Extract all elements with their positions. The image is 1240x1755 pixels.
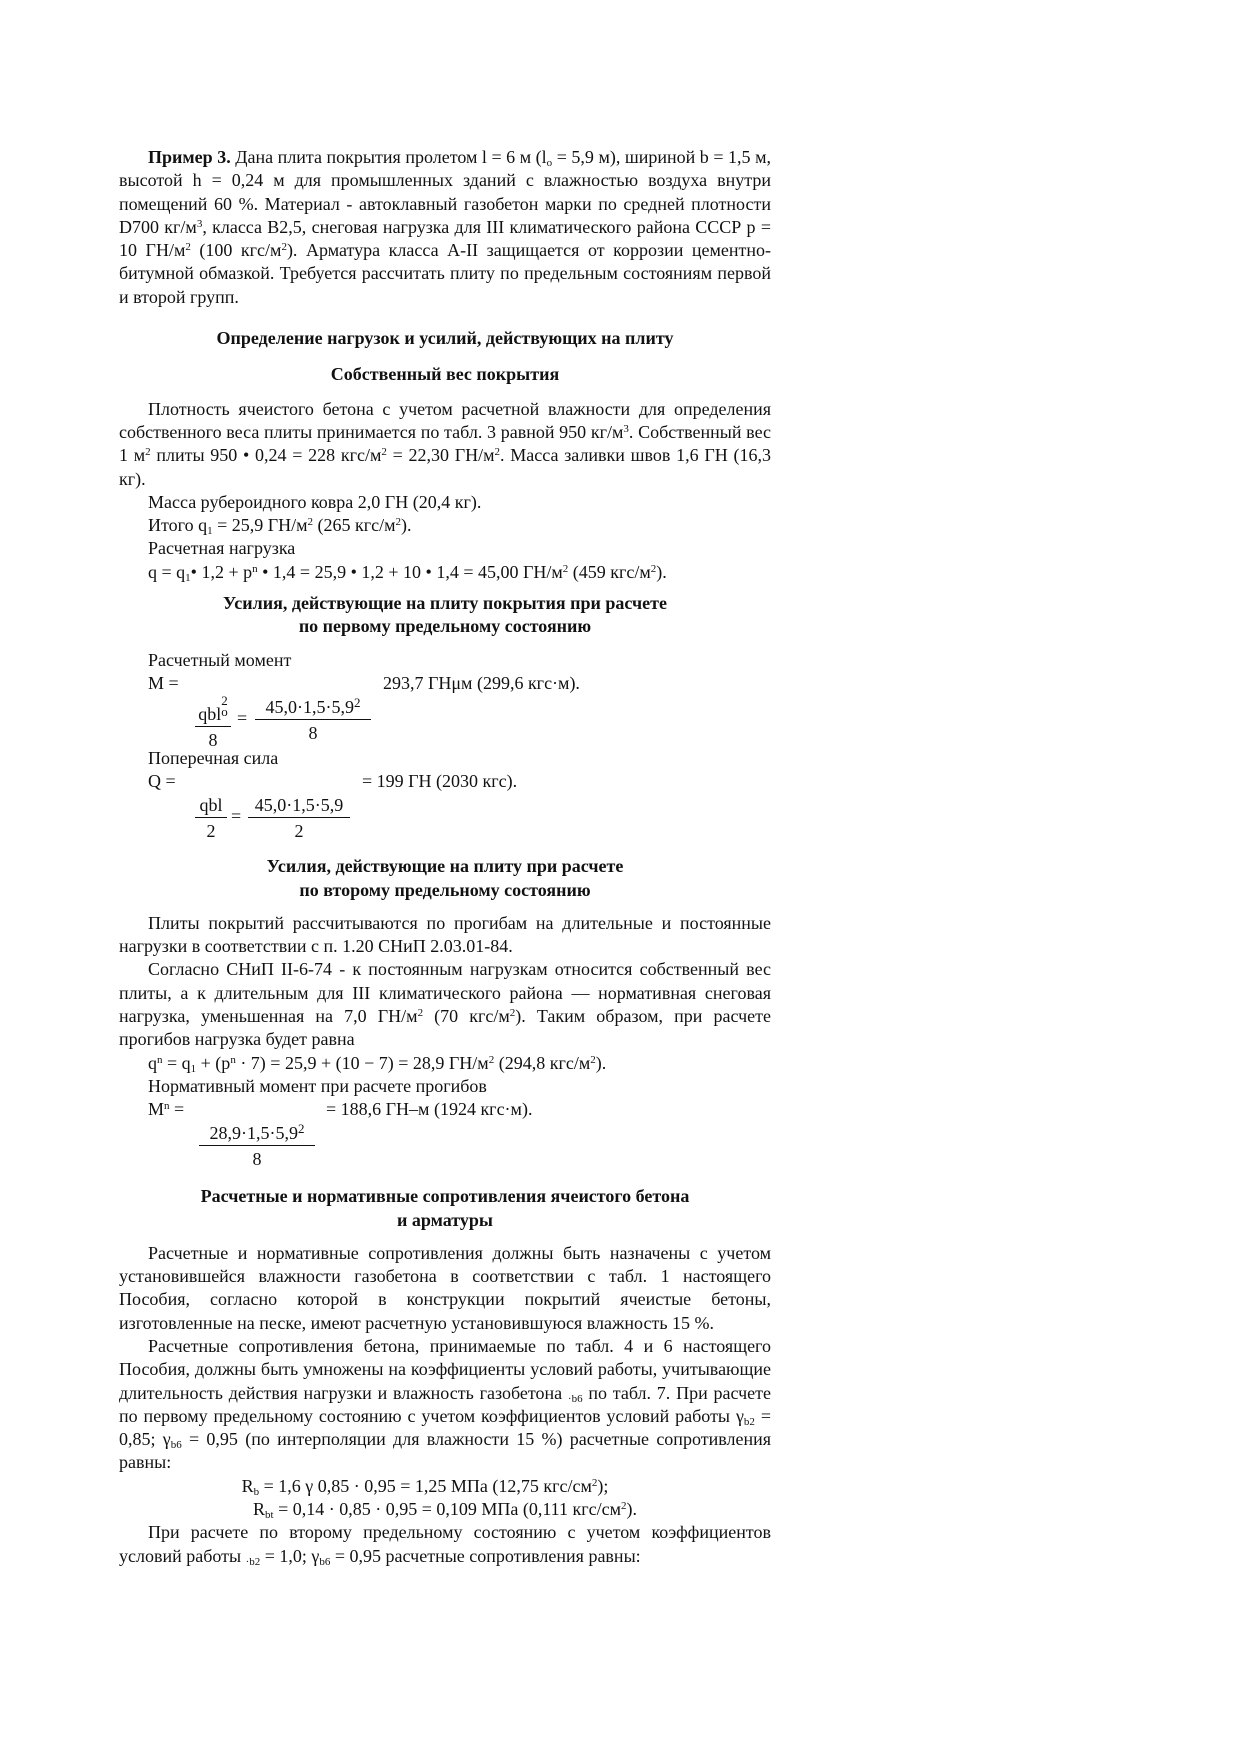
second-state-paragraph	[119, 1521, 771, 1568]
text-run: qbl	[198, 703, 222, 724]
superscript: 2	[590, 1053, 596, 1066]
fraction-numerator	[255, 695, 371, 720]
text-run: 45,0·1,5·5,9	[265, 696, 354, 717]
superscript: 2	[145, 446, 151, 459]
text-run: . Собственный вес 1 м	[119, 421, 771, 466]
moment-frac2	[255, 695, 371, 746]
text-run: R	[241, 1475, 254, 1496]
moment-result: 293,7 ГНμм (299,6 кгс·м).	[383, 672, 580, 693]
text-run: • 1,2 + p	[190, 561, 253, 582]
mn-result: = 188,6 ГН–м (1924 кгс·м).	[326, 1099, 533, 1120]
qn-formula	[119, 1052, 771, 1075]
shear-line	[119, 770, 771, 793]
subscript: bt	[265, 1509, 274, 1522]
subscript: 1	[207, 525, 213, 538]
fraction-denominator: 8	[252, 1149, 262, 1170]
design-load-label: Расчетная нагрузка	[148, 538, 296, 559]
text-run: Итого q	[148, 515, 208, 536]
ruberoid-line: Масса рубероидного ковра 2,0 ГН (20,4 кг).	[148, 491, 482, 512]
text-run: ).	[401, 515, 412, 536]
text-run: (294,8 кгс/м	[494, 1052, 591, 1073]
text-run: = 22,30 ГН/м	[386, 445, 495, 466]
text-run: Дана плита покрытия пролетом l = 6 м (l	[230, 147, 547, 167]
superscript: 2	[307, 516, 314, 529]
shear-result: = 199 ГН (2030 кгс).	[362, 771, 518, 792]
shear-label: Поперечная сила	[148, 747, 279, 768]
text-run: q	[148, 1052, 157, 1073]
superscript: 2	[395, 516, 402, 529]
fraction-denominator: 2	[294, 821, 304, 842]
superscript: 2	[185, 241, 191, 254]
shear-lhs: Q =	[148, 771, 176, 792]
superscript: 2	[381, 446, 387, 459]
superscript: 2	[650, 562, 657, 575]
text-run: При расчете по второму предельному состоянию с учетом коэффициентов условий работы	[119, 1522, 771, 1566]
superscript: 2	[298, 1121, 305, 1137]
text-run: ). Арматура класса А-II защищается от коррозии цементно-битумной обмазкой. Требуется рассчитать плиту по предельным состояниям первой и второй групп.	[119, 240, 771, 307]
text-run: = q	[162, 1052, 191, 1073]
superscript: 2	[591, 1476, 598, 1489]
text-run: = 25,9 ГН/м	[212, 515, 308, 536]
text-run: = 5,9 м), шириной b = 1,5 м, высотой h = 0,24 м для промышленных зданий с влажностью воздуха внутри помещений 60 %. Материал - автоклавный газобетон марки по средней плотности D700 кг/м	[119, 147, 771, 237]
text-run: (265 кгс/м	[313, 515, 396, 536]
mn-lhs	[148, 1098, 184, 1121]
norm-moment-label: Нормативный момент при расчете прогибов	[148, 1075, 487, 1096]
superscript: 3	[196, 217, 203, 230]
heading-line: Усилия, действующие на плиту покрытия при расчете	[223, 593, 667, 614]
fraction-numerator	[199, 1121, 315, 1146]
subscript: o	[221, 703, 228, 719]
text-run: M	[148, 1099, 165, 1120]
text-run: Согласно СНиП II-6-74 - к постоянным нагрузкам относится собственный вес плиты, а к длительным для III климатического района — нормативная снеговая нагрузка, уменьшенная на 7,0 ГН/м	[119, 959, 771, 1027]
superscript: n	[230, 1053, 236, 1066]
text-run: ).	[626, 1499, 638, 1520]
subscript: b6	[170, 1439, 182, 1452]
text-run: = 0,85; γ	[119, 1405, 771, 1450]
text-run: ).	[656, 561, 667, 582]
moment-line	[119, 672, 771, 695]
text-run: = 0,95 расчетные сопротивления равны:	[330, 1545, 641, 1566]
superscript: 2	[221, 692, 228, 708]
moment-label: Расчетный момент	[148, 649, 292, 670]
text-run: по табл. 7. При расчете по первому предельному состоянию с учетом коэффициентов условий работы γ	[119, 1382, 771, 1426]
moment-frac1	[195, 692, 231, 753]
text-run: ).	[595, 1052, 607, 1073]
coefficients-paragraph	[119, 1335, 771, 1475]
heading-line: Усилия, действующие на плиту при расчете	[266, 856, 624, 877]
superscript: 2	[562, 562, 569, 575]
text-run: Плотность ячеистого бетона с учетом расчетной влажности для определения собственного веса плиты принимается по табл. 3 равной 950 кг/м	[119, 398, 771, 442]
text-run: + (p	[196, 1052, 231, 1073]
section1-heading: Определение нагрузок и усилий, действующих на плиту	[216, 328, 674, 349]
fraction-numerator: 45,0·1,5·5,9	[248, 793, 350, 818]
section1-subheading: Собственный вес покрытия	[330, 364, 560, 385]
text-run: плиты 950 • 0,24 = 228 кгс/м	[150, 445, 382, 466]
text-run: R	[252, 1499, 265, 1520]
heading-line: по первому предельному состоянию	[298, 616, 592, 637]
text-run: = 1,6 γ 0,85 · 0,95 = 1,25 МПа (12,75 кгс/см	[259, 1475, 592, 1496]
text-run: = 1,0; γ	[260, 1545, 320, 1566]
text-run: (459 кгс/м	[568, 561, 651, 582]
design-load-formula	[119, 561, 771, 584]
fraction-numerator	[195, 692, 231, 727]
subscript: b6	[319, 1555, 331, 1568]
text-run: • 1,4 = 25,9 • 1,2 + 10 • 1,4 = 45,00 ГН/м	[257, 561, 563, 582]
shear-frac2	[248, 793, 350, 844]
text-run: (100 кгс/м	[190, 240, 282, 261]
heading-line: по второму предельному состоянию	[299, 879, 591, 900]
fraction-denominator: 8	[308, 722, 318, 743]
superscript: 2	[509, 1007, 516, 1020]
text-run: Расчетные сопротивления бетона, принимаемые по табл. 4 и 6 настоящего Пособия, должны быть умножены на коэффициенты условий работы, учитывающие длительность действия нагрузки и влажность газобетона	[119, 1335, 771, 1403]
shear-fraction-block	[119, 793, 771, 845]
heading-line: и арматуры	[397, 1209, 493, 1230]
text-run: = 0,14 · 0,85 · 0,95 = 0,109 МПа (0,111 кгс/см	[273, 1499, 622, 1520]
shear-frac1	[195, 793, 227, 844]
text-run: =	[169, 1099, 185, 1120]
total-line	[119, 514, 771, 537]
moment-lhs: M =	[148, 672, 179, 693]
superscript: 3	[623, 422, 629, 435]
superscript: 2	[494, 446, 501, 459]
text-run: , класса В2,5, снеговая нагрузка для III климатического района СССР р = 10 ГН/м	[119, 216, 771, 261]
mn-line	[119, 1098, 771, 1121]
example-lead: Пример 3.	[148, 147, 231, 167]
subscript: ·b6	[567, 1392, 583, 1405]
heading-line: Расчетные и нормативные сопротивления ячеистого бетона	[200, 1186, 690, 1207]
superscript: 2	[417, 1007, 424, 1020]
superscript: 2	[354, 694, 361, 710]
superscript: 2	[281, 241, 287, 254]
fraction-numerator: qbl	[195, 793, 227, 818]
text-run: (70 кгс/м	[423, 1006, 510, 1027]
text-run: ). Таким образом, при расчете прогибов нагрузка будет равна	[119, 1006, 771, 1050]
subscript: 1	[190, 1062, 197, 1075]
section2-heading	[119, 592, 771, 639]
text-run: q = q	[148, 561, 186, 582]
resistance-paragraph: Расчетные и нормативные сопротивления должны быть назначены с учетом установившейся влажности газобетона в соответствии с табл. 1 настоящего Пособия, согласно которой в конструкции покрытий ячеистые бетоны, изготовленные на песке, имеют расчетную установившуюся влажность 15 %.	[119, 1242, 771, 1333]
rbt-formula	[119, 1498, 771, 1521]
superscript: n	[252, 562, 258, 575]
section4-heading	[119, 1185, 771, 1232]
document-page	[119, 146, 771, 1568]
subscript: b2	[743, 1415, 755, 1428]
equals-sign: =	[237, 707, 248, 728]
subscript: b	[253, 1485, 260, 1498]
rb-formula	[119, 1475, 771, 1498]
text-run: · 7) = 25,9 + (10 − 7) = 28,9 ГН/м	[235, 1052, 489, 1073]
section3-heading	[119, 855, 771, 902]
mn-frac	[199, 1121, 315, 1172]
superscript: n	[164, 1100, 170, 1113]
text-run: 28,9·1,5·5,9	[209, 1123, 298, 1144]
superscript: 2	[621, 1500, 627, 1513]
superscript: 2	[488, 1053, 495, 1066]
subscript: o	[546, 157, 553, 169]
example-paragraph	[119, 146, 771, 309]
subscript: ·b2	[245, 1555, 261, 1568]
deflection-paragraph: Плиты покрытий рассчитываются по прогибам на длительные и постоянные нагрузки в соответствии с п. 1.20 СНиП 2.03.01-84.	[119, 912, 771, 957]
density-paragraph	[119, 398, 771, 491]
equals-sign: =	[231, 806, 242, 827]
subscript: 1	[185, 571, 191, 584]
mn-fraction-block	[119, 1121, 771, 1173]
text-run: );	[597, 1475, 609, 1496]
snip-paragraph	[119, 958, 771, 1051]
fraction-denominator: 8	[208, 729, 218, 750]
text-run: . Масса заливки швов 1,6 ГН (16,3 кг).	[119, 445, 771, 489]
superscript: n	[157, 1053, 163, 1066]
moment-fraction-block	[119, 692, 771, 750]
text-run: = 0,95 (по интерполяции для влажности 15 %) расчетные сопротивления равны:	[119, 1429, 771, 1473]
fraction-denominator: 2	[206, 821, 216, 842]
